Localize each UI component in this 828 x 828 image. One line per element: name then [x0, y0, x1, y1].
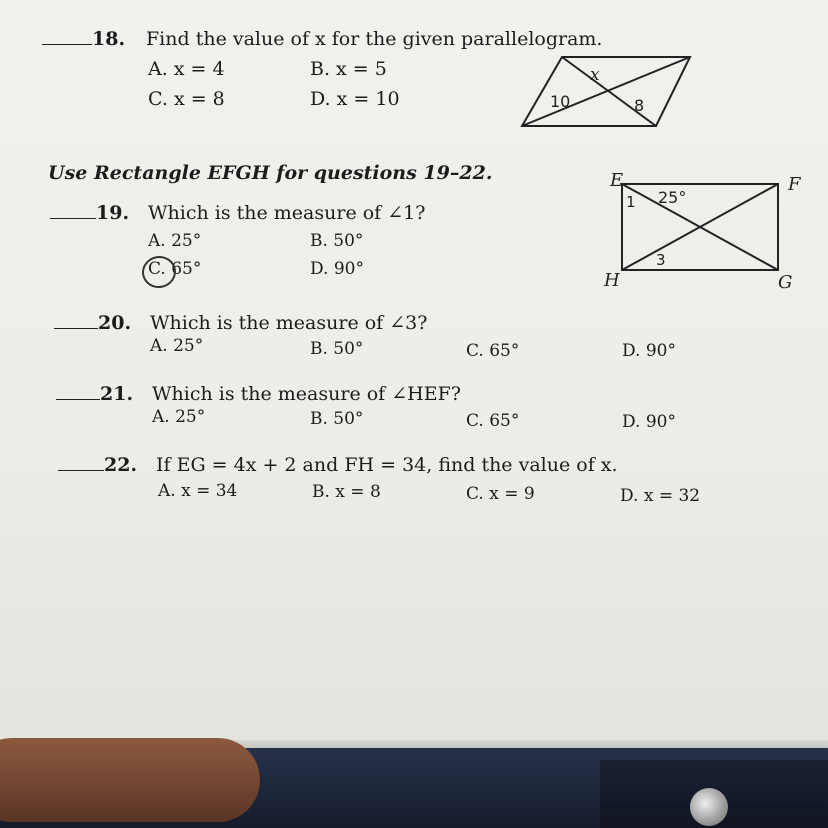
q20-number: 20. [98, 312, 132, 334]
q20-option-a: A. 25° [150, 336, 204, 356]
q22-option-d: D. x = 32 [620, 486, 701, 506]
q22-option-c: C. x = 9 [466, 484, 535, 504]
label-x: x [590, 65, 600, 85]
angle-25-label: 25° [658, 188, 687, 207]
q19-option-c: C. 65° [148, 259, 202, 279]
q21-option-b: B. 50° [310, 409, 364, 429]
vertex-F: F [788, 174, 801, 195]
q21-option-a: A. 25° [152, 407, 206, 427]
q21-question: Which is the measure of ∠HEF? [152, 383, 461, 405]
q18-option-c: C. x = 8 [148, 88, 225, 110]
q21-option-d: D. 90° [622, 412, 676, 432]
q20-option-d: D. 90° [622, 341, 676, 361]
q19-question: Which is the measure of ∠1? [148, 202, 426, 224]
q20-header [54, 312, 131, 334]
q20-option-c: C. 65° [466, 341, 520, 361]
q21-number: 21. [100, 383, 134, 405]
q18-question: Find the value of x for the given parallelogram. [146, 28, 603, 50]
vertex-E: E [610, 170, 624, 191]
q20-option-b: B. 50° [310, 339, 364, 359]
q20-answer-blank[interactable] [54, 328, 98, 329]
q19-option-d: D. 90° [310, 259, 364, 279]
q19-number: 19. [96, 202, 130, 224]
q18-option-b: B. x = 5 [310, 58, 387, 80]
q22-number: 22. [104, 454, 138, 476]
q22-question: If EG = 4x + 2 and FH = 34, find the value of x. [156, 454, 618, 476]
q18-option-a: A. x = 4 [148, 58, 225, 80]
label-10: 10 [550, 92, 571, 111]
q19-header [50, 202, 129, 224]
q18-number: 18. [92, 28, 126, 50]
q22-option-a: A. x = 34 [158, 481, 238, 501]
q21-answer-blank[interactable] [56, 399, 100, 400]
q19-option-b: B. 50° [310, 231, 364, 251]
q21-header [56, 383, 133, 405]
q22-header [58, 454, 137, 476]
q18-option-d: D. x = 10 [310, 88, 400, 110]
q22-option-b: B. x = 8 [312, 482, 381, 502]
vertex-H: H [604, 270, 620, 291]
rectangle-intro: Use Rectangle EFGH for questions 19–22. [48, 162, 493, 184]
q19-option-a: A. 25° [148, 231, 202, 251]
angle-1-label: 1 [626, 193, 636, 211]
label-8: 8 [634, 96, 645, 115]
angle-3-label: 3 [656, 251, 666, 269]
q19-answer-blank[interactable] [50, 218, 96, 219]
vertex-G: G [778, 272, 793, 293]
q21-option-c: C. 65° [466, 411, 520, 431]
q22-answer-blank[interactable] [58, 470, 104, 471]
q20-question: Which is the measure of ∠3? [150, 312, 428, 334]
